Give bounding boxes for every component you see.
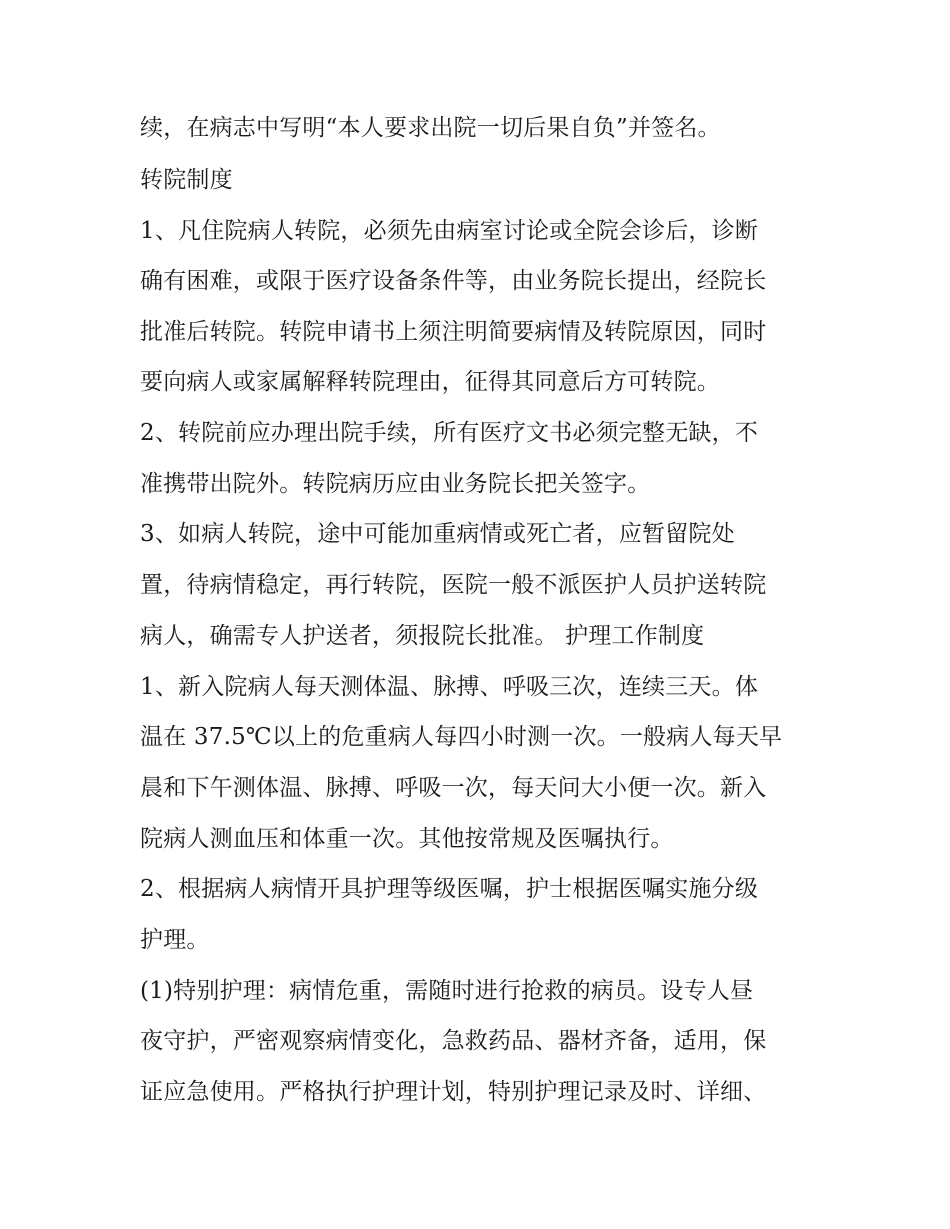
text-line: 2、转院前应办理出院手续，所有医疗文书必须完整无缺，不 — [140, 420, 759, 446]
text-line: 夜守护，严密观察病情变化，急救药品、器材齐备，适用，保 — [140, 1028, 767, 1054]
text-line: 1、新入院病人每天测体温、脉搏、呼吸三次，连续三天。体 — [140, 674, 759, 700]
text-line: (1)特别护理：病情危重，需随时进行抢救的病员。设专人昼 — [140, 978, 754, 1004]
text-line: 批准后转院。转院申请书上须注明简要病情及转院原因，同时 — [140, 319, 767, 345]
text-line: 晨和下午测体温、脉搏、呼吸一次，每天问大小便一次。新入 — [140, 775, 767, 801]
text-line: 温在 37.5℃以上的危重病人每四小时测一次。一般病人每天早 — [140, 724, 783, 750]
text-line: 置，待病情稳定，再行转院，医院一般不派医护人员护送转院 — [140, 572, 767, 598]
text-line: 准携带出院外。转院病历应由业务院长把关签字。 — [140, 471, 651, 497]
text-line: 2、根据病人病情开具护理等级医嘱，护士根据医嘱实施分级 — [140, 876, 759, 902]
text-line: 护理。 — [140, 927, 210, 953]
text-line: 续，在病志中写明“本人要求出院一切后果自负”并签名。 — [140, 115, 721, 141]
text-line: 院病人测血压和体重一次。其他按常规及医嘱执行。 — [140, 826, 674, 852]
text-line: 要向病人或家属解释转院理由，征得其同意后方可转院。 — [140, 369, 720, 395]
section-heading: 转院制度 — [140, 167, 233, 193]
text-line: 病人，确需专人护送者，须报院长批准。 护理工作制度 — [140, 623, 705, 649]
text-line: 确有困难，或限于医疗设备条件等，由业务院长提出，经院长 — [140, 268, 767, 294]
text-line: 证应急使用。严格执行护理计划，特别护理记录及时、详细、 — [140, 1079, 767, 1105]
text-line: 3、如病人转院，途中可能加重病情或死亡者，应暂留院处 — [140, 521, 735, 547]
text-line: 1、凡住院病人转院，必须先由病室讨论或全院会诊后，诊断 — [140, 218, 759, 244]
